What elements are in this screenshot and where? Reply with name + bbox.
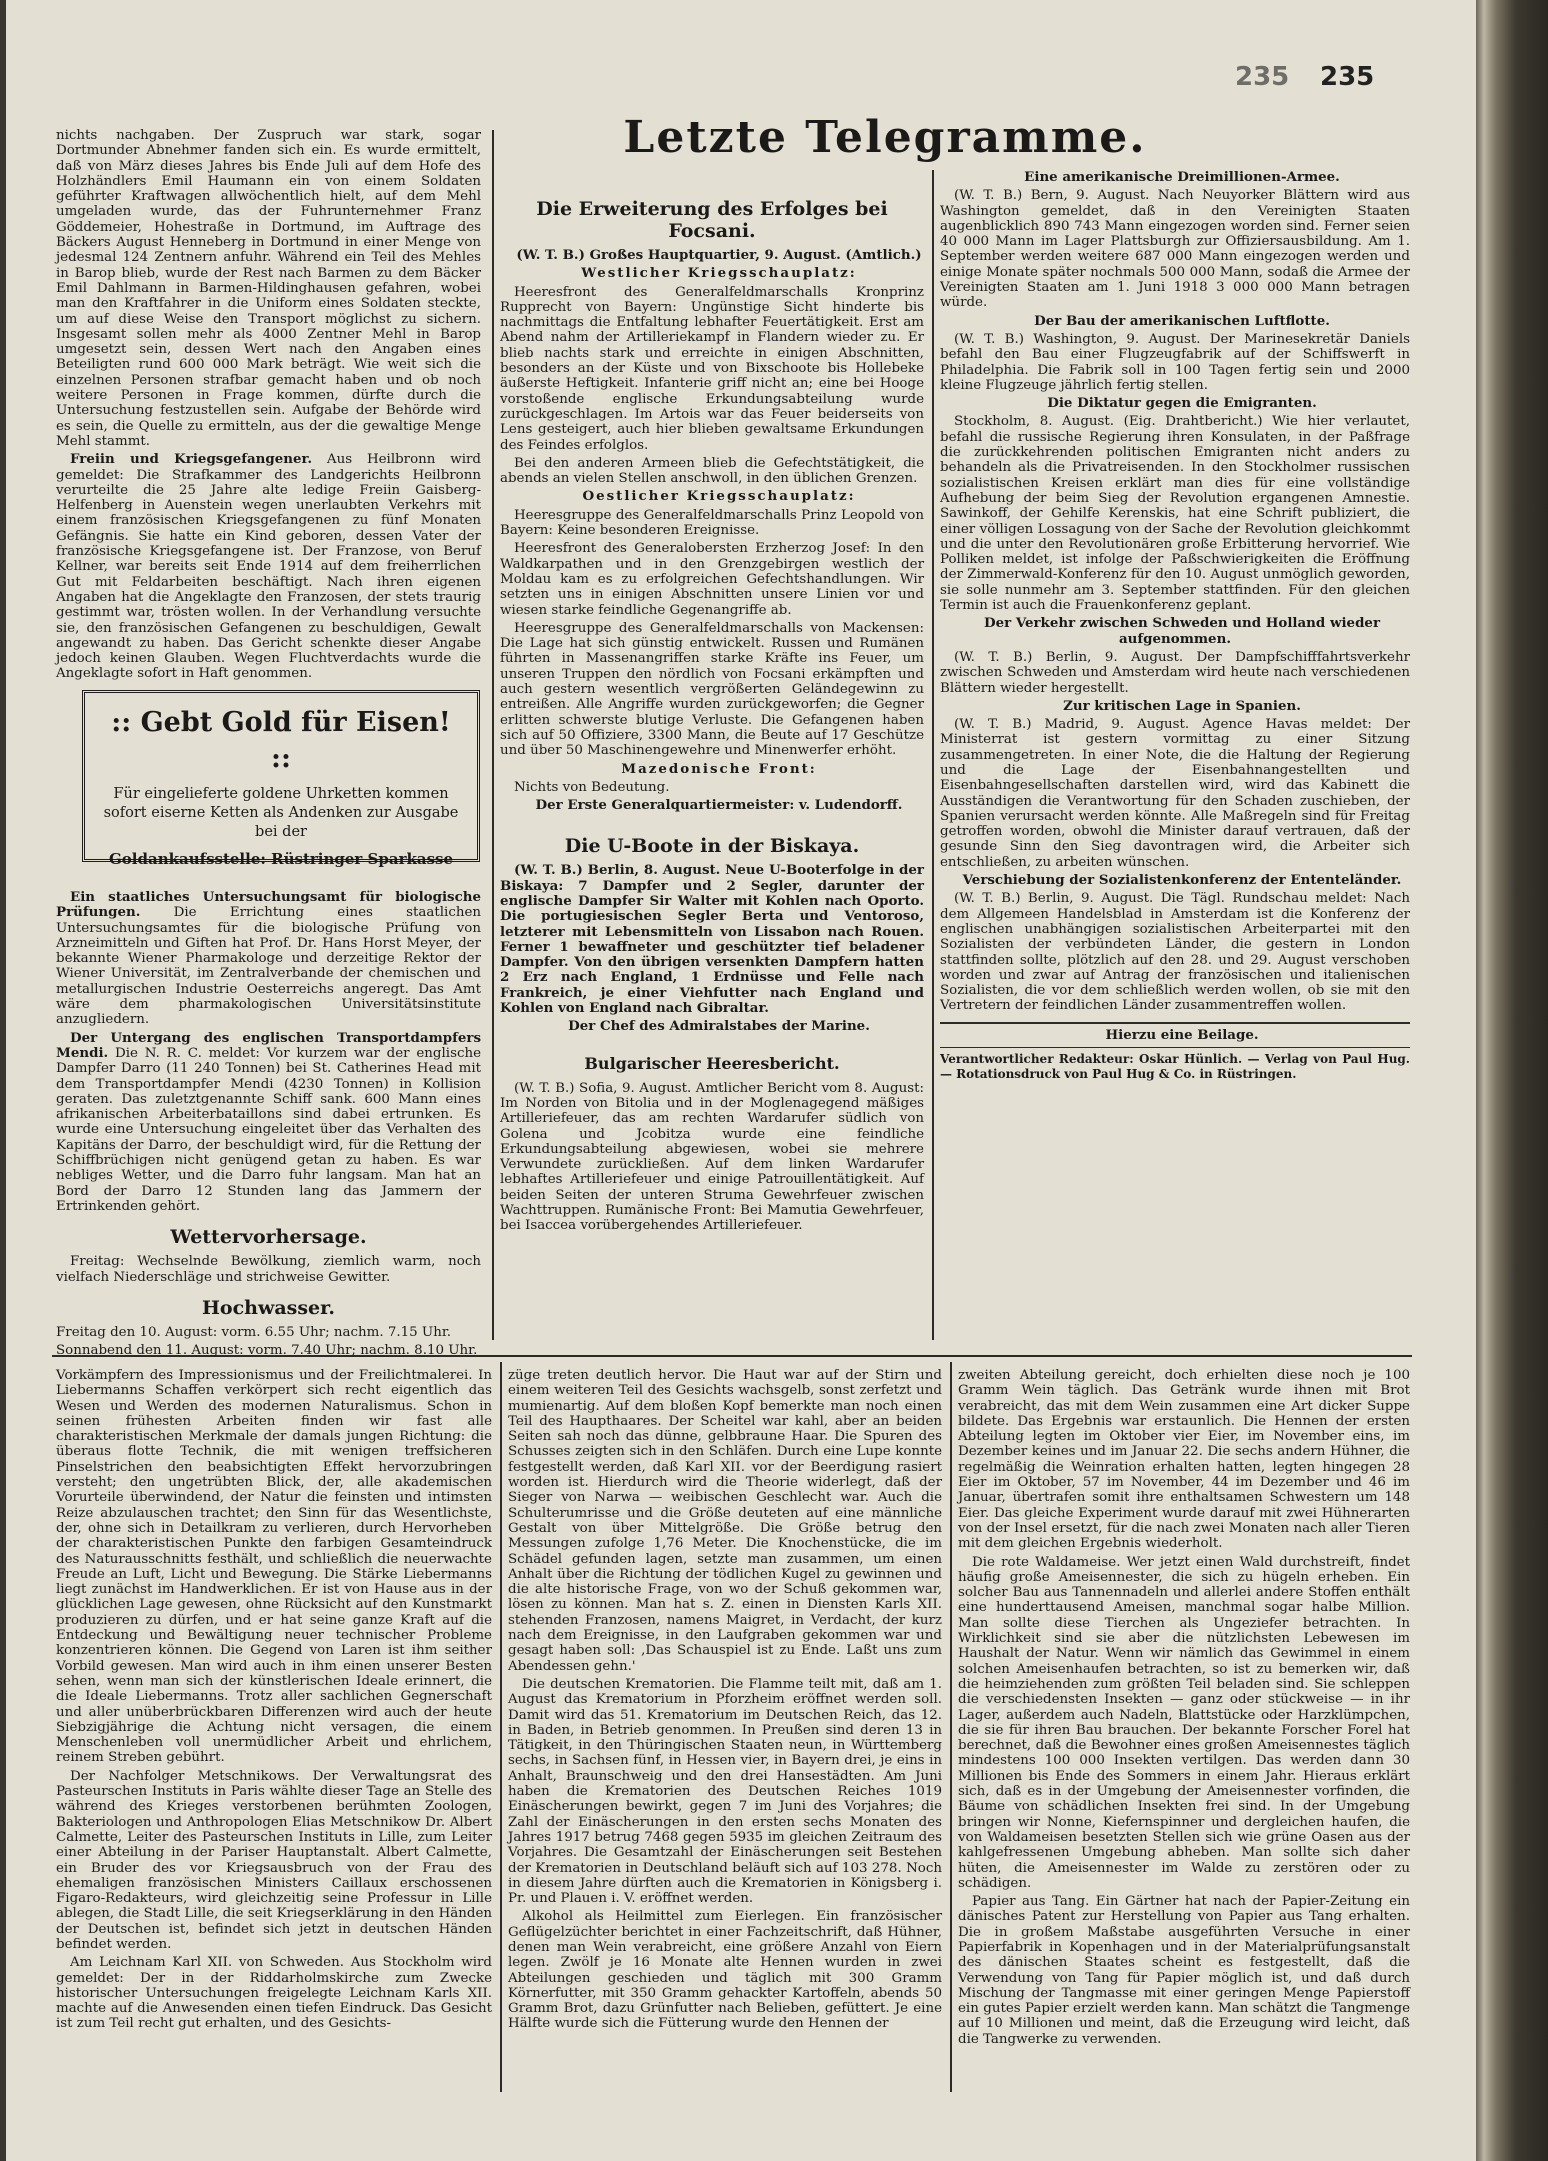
section-east: Oestlicher Kriegsschauplatz: bbox=[582, 488, 856, 505]
main-title: Letzte Telegramme. bbox=[623, 112, 1147, 163]
headline-airfleet: Der Bau der amerikanischen Luftflotte. bbox=[1034, 312, 1330, 329]
paragraph: Papier aus Tang. Ein Gärtner hat nach der Papier-Zeitung ein dänisches Patent zur Herstellung von Papier aus Tang erhalten. Die in großem Maßstabe ausgeführten Versuche in einer Papierfabrik in Kopenhagen und in der Materialprüfungsanstalt des dänischen Staates scheint es festgestellt, daß die Verwendung von Tang für Papier möglich ist, und daß durch Mischung der Tangmasse mit einer geringen Menge Papierstoff ein gutes Papier erzielt werden kann. Man schätzt die Tangmenge auf 10 Millionen und meint, daß die Erzeugung wird leicht, daß die Tangwerke zu verwenden. bbox=[958, 1894, 1410, 2047]
section-macedonia: Mazedonische Front: bbox=[621, 760, 817, 777]
headline-sweden-holland: Der Verkehr zwischen Schweden und Holland wieder aufgenommen. bbox=[983, 615, 1381, 647]
signature-ludendorff: Der Erste Generalquartiermeister: v. Ludendorff. bbox=[535, 797, 903, 814]
article-text: Die N. R. C. meldet: Vor kurzem war der englische Dampfer Darro (11 240 Tonnen) bei St. Catherines Head mit dem Transportdampfer Mendi (4230 Tonnen) in Kollision geraten. Das zuletztgenannte Schiff sank. 600 Mann eines afrikanischen Arbeiterbataillons sind dabei ertrunken. Es wurde eine Untersuchung eingeleitet über das Verhalten des Kapitäns der Darro, der beschuldigt wird, für die Rettung der Schiffbrüchigen nicht genügend getan zu haben. Es war nebliges Wetter, und die Darro fuhr langsam. Man hat an Bord der Darro 12 Stunden lang das Jammern der Ertrinkenden gehört. bbox=[56, 1045, 481, 1214]
left-column-top bbox=[56, 128, 481, 682]
headline-emigrants: Die Diktatur gegen die Emigranten. bbox=[1047, 395, 1317, 412]
left-column-mid bbox=[56, 889, 481, 1359]
feuilleton-column-1 bbox=[56, 1368, 492, 2088]
article-title: Ein staatliches Untersuchungsamt für biologische Prüfungen. bbox=[56, 889, 481, 921]
paragraph: Am Leichnam Karl XII. von Schweden. Aus Stockholm wird gemeldet: Der in der Riddarholmskirche zum Zwecke historischer Untersuchungen freigelegte Leichnam Karls XII. machte auf die Anwesenden einen tiefen Eindruck. Das Gesicht ist zum Teil recht gut erhalten, und des Gesichts- bbox=[56, 1955, 492, 2032]
headline-army: Eine amerikanische Dreimillionen-Armee. bbox=[1024, 169, 1340, 185]
center-column bbox=[500, 186, 924, 1346]
feuilleton-column-2 bbox=[508, 1368, 942, 2088]
ad-box bbox=[82, 690, 480, 868]
paragraph: zweiten Abteilung gereicht, doch erhielten diese noch je 100 Gramm Wein täglich. Das Getränk wurde ihnen mit Brot verabreicht, das mit dem Wein zusammen eine Art dicker Suppe bildete. Das Ergebnis war erstaunlich. Die Hennen der ersten Abteilung legten im Oktober vier Eier, im November eins, im Dezember keines und im Januar 22. Die sechs andern Hühner, die regelmäßig die Weinration erhalten hatten, legten hingegen 28 Eier im Oktober, 57 im November, 44 im Dezember und 46 im Januar, übertrafen somit ihre enthaltsamen Schwestern um 148 Eier. Das gleiche Experiment wurde darauf mit zwei Hühnerarten von der Insel ersetzt, für die nach zwei Monaten nach aller Tieren mit dem gleichen Ergebnis wiederholt. bbox=[958, 1368, 1410, 1552]
headline-u-boote: Die U-Boote in der Biskaya. bbox=[564, 835, 860, 858]
socialists-text: (W. T. B.) Berlin, 9. August. Die Tägl. Rundschau meldet: Nach dem Allgemeen Handelsblad in Amsterdam ist die Konferenz der englischen unabhängigen sozialistischen Arbeiterpartei mit den Sozialisten der verbündeten Länder, die gestern in London stattfinden sollte, plötzlich auf den 28. und 29. August verschoben worden und zwar auf Antrag der französischen und italienischen Sozialisten, die vor dem schließlich werden wollen, ob sie mit den Vertretern der feindlichen Länder zusammentreffen wollen. bbox=[940, 891, 1410, 1014]
column-rule-1 bbox=[492, 130, 494, 1340]
emigrants-text: Stockholm, 8. August. (Eig. Drahtbericht.) Wie hier verlautet, befahl die russische Regierung ihren Konsulaten, in der Paßfrage die zurückkehrenden politischen Emigranten nicht anders zu behandeln als die Privatreisenden. In den Stockholmer russischen sozialistischen Kreisen erklärt man dies für eine vollständige Aufhebung der beim Sieg der Revolution ergangenen Amnestie. Sawinkoff, der Gehilfe Kerenskis, hat eine Schrift publiziert, die einer völligen Lossagung von der Sache der Revolution gleichkommt und die unter den Revolutionären große Erbitterung hervorrief. Wie Polliken meldet, ist infolge der Paßschwierigkeiten die Eröffnung der Zimmerwald-Konferenz für den 10. August unmöglich geworden, sie solle nunmehr am 3. September stattfinden. Für den gleichen Termin ist auch die Frauenkonferenz geplant. bbox=[940, 414, 1410, 614]
headline-spain: Zur kritischen Lage in Spanien. bbox=[1063, 697, 1301, 714]
paragraph: Der Nachfolger Metschnikows. Der Verwaltungsrat des Pasteurschen Instituts in Paris wählte dieser Tage an Stelle des während des Krieges verstorbenen berühmten Zoologen, Bakteriologen und Anthropologen Elias Metschnikow Dr. Albert Calmette, Leiter des Pasteurschen Instituts in Lille, zum Leiter einer Abteilung in der Pariser Hauptanstalt. Albert Calmette, ein Bruder des vor Kriegsausbruch von der Frau des ehemaligen französischen Ministers Caillaux erschossenen Figaro-Redakteurs, wird gleichzeitig seine Professur in Lille ablegen, die Stadt Lille, die seit Kriegserklärung in den Händen der Deutschen ist, befindet sich jetzt in deutschen Händen befindet werden. bbox=[56, 1768, 492, 1952]
u-boote-text: (W. T. B.) Berlin, 8. August. Neue U-Booterfolge in der Biskaya: 7 Dampfer und 2 Segler, darunter der englische Dampfer Sir Walter mit Kohlen nach Oporto. Die portugiesischen Segler Berta und Ventoroso, letzterer mit Lebensmitteln von Lissabon nach Rouen. Ferner 1 bewaffneter und geschützter tief beladener Dampfer. Von den übrigen versenkten Dampfern hatten 2 Erz nach England, 1 Erdnüsse und Felle nach Frankreich, je einer Viehfutter nach England und Kohlen von England nach Gibraltar. bbox=[500, 862, 924, 1017]
tide-friday: Freitag den 10. August: vorm. 6.55 Uhr; nachm. 7.15 Uhr. bbox=[56, 1324, 452, 1340]
macedonia-text: Nichts von Bedeutung. bbox=[514, 779, 670, 795]
headline-socialists: Verschiebung der Sozialistenkonferenz der Ententeländer. bbox=[962, 872, 1402, 889]
paragraph: nichts nachgaben. Der Zuspruch war stark, sogar Dortmunder Abnehmer fanden sich ein. Es wurde ermittelt, daß von März dieses Jahres bis Ende Juli auf dem Hofe des Holzhändlers Emil Haumann ein von einem Soldaten geführter Kraftwagen allwöchentlich hielt, auf dem Mehl umgeladen wurde, das der Fuhrunternehmer Franz Göddemeier, Hohestraße in Dortmund, im Auftrage des Bäckers August Henneberg in Dortmund in einer Menge von jedesmal 124 Zentnern anfuhr. Während ein Teil des Mehles in Barop blieb, wurde der Rest nach Barmen zu dem Bäcker Emil Dahlmann in Barmen-Hildinghausen gefahren, wobei man den Kraftfahrer in die Uniform eines Soldaten steckte, um auf diese Weise den Transport möglichst zu sichern. Insgesamt sollen mehr als 4000 Zentner Mehl in Barop umgesetzt sein, dessen Wert nach den Angaben eines Beteiligten rund 600 000 Mark beträgt. Wie weit sich die einzelnen Personen strafbar gemacht haben und ob noch weitere Personen in Frage kommen, dürfte durch die Untersuchung festzustellen sein. Aufgabe der Behörde wird es sein, die Quelle zu ermitteln, aus der die gewaltige Menge Mehl stammt. bbox=[56, 128, 481, 449]
article-text: Aus Heilbronn wird gemeldet: Die Strafkammer des Landgerichts Heilbronn verurteilte die 25 Jahre alte ledige Freiin Gaisberg-Helfenberg in Auenstein wegen unerlaubten Verkehrs mit einem französischen Kriegsgefangenen zu fünf Monaten Gefängnis. Sie hatte ein Kind geboren, dessen Vater der französische Kriegsgefangene ist. Der Franzose, von Beruf Kellner, war bereits seit Ende 1914 auf dem freiherrlichen Gut mit Feldarbeiten beschäftigt. Nach ihren eigenen Angaben hat die Angeklagte den Franzosen, der stets traurig gestimmt war, trösten wollen. In der Verhandlung versuchte sie, den französischen Gefangenen zu beschuldigen, Gewalt angewandt zu haben. Das Gericht schenkte dieser Angabe jedoch keinen Glauben. Wegen Fluchtverdachts wurde die Angeklagte sofort in Haft genommen. bbox=[56, 452, 481, 682]
paragraph: Vorkämpfern des Impressionismus und der Freilichtmalerei. In Liebermanns Schaffen verkörpert sich recht eigentlich das Wesen und Werden des modernen Naturalismus. Schon in seinen frühesten Arbeiten finden wir fast alle charakteristischen Merkmale der damals jungen Richtung: die überaus flotte Technik, die mit wenigen treffsicheren Pinselstrichen den beabsichtigten Effekt hervorzubringen versteht; den ungetrübten Blick, der, alle akademischen Vorurteile überwindend, der Natur die feinsten und intimsten Reize abzulauschen trachtet; den Sinn für das Wesentlichste, der, ohne sich in Detailkram zu verlieren, durch Hervorheben der charakteristischen Punkte den farbigen Gesamteindruck des Naturausschnitts festhält, und schließlich die neuerwachte Freude an Luft, Licht und Bewegung. Die Stärke Liebermanns liegt zunächst im Handwerklichen. Er ist von Hause aus in der glücklichen Lage gewesen, ohne Rücksicht auf den Kunstmarkt produzieren zu dürfen, und er hat seine ganze Kraft auf die Entdeckung und Bewältigung neuer technischer Probleme konzentrieren können. Die Gegend von Laren ist ihm seither Vorbild gewesen. Man wird auch in ihm einen unserer Besten sehen, wenn man sich der künstlerischen Ideale erinnert, die die Ideale Liebermanns. Trotz aller sachlichen Gegnerschaft und aller unüberbrückbaren Differenzen wird auch der heute Siebzigjährige die Achtung nicht versagen, die einem Menschenleben voll unermüdlicher Arbeit und ehrlichem, reinem Streben gebührt. bbox=[56, 1368, 492, 1766]
right-column bbox=[940, 170, 1410, 1345]
tide-saturday: Sonnabend den 11. August: vorm. 7.40 Uhr; nachm. 8.10 Uhr. bbox=[56, 1343, 478, 1359]
paragraph: Alkohol als Heilmittel zum Eierlegen. Ein französischer Geflügelzüchter berichtet in einer Fachzeitschrift, daß Hühner, denen man Wein verabreicht, eine größere Anzahl von Eiern legen. Zwölf je 16 Monate alte Hennen wurden in zwei Abteilungen geschieden und täglich mit 300 Gramm Körnerfutter, mit 350 Gramm gehackter Kartoffeln, abends 50 Gramm Brot, dazu Grünfutter nach Belieben, gefüttert. Je eine Hälfte wurde sich die Fütterung wurde den Hennen der bbox=[508, 1909, 942, 2032]
bulgarian-text: (W. T. B.) Sofia, 9. August. Amtlicher Bericht vom 8. August: Im Norden von Bitolia und in der Moglenagegend mäßiges Artilleriefeuer, das am rechten Wardarufer südlich von Golena und Jcobitza wurde eine feindliche Erkundungsabteilung abgewiesen, wobei sie mehrere Verwundete zurückließen. Auf dem linken Wardarufer lebhaftes Artilleriefeuer und einige Patrouillentätigkeit. Auf beiden Seiten der unteren Struma Gewehrfeuer zwischen Wachttruppen. Rumänische Front: Bei Mamutia Gewehrfeuer, bei Isaccea vorübergehendes Artilleriefeuer. bbox=[500, 1080, 924, 1234]
ad-text: Für eingelieferte goldene Uhrketten kommen sofort eiserne Ketten als Andenken zur Ausgabe bei der bbox=[103, 786, 459, 840]
east-text-1: Heeresgruppe des Generalfeldmarschalls Prinz Leopold von Bayern: Keine besonderen Ereignisse. bbox=[500, 507, 924, 539]
ad-sparkasse: Goldankaufsstelle: Rüstringer Sparkasse bbox=[108, 850, 454, 868]
feuilleton-rule-2 bbox=[950, 1362, 952, 2092]
west-text-2: Bei den anderen Armeen blieb die Gefechtstätigkeit, die abends an vielen Stellen anschwoll, in den üblichen Grenzen. bbox=[500, 455, 924, 487]
east-text-2: Heeresfront des Generalobersten Erzherzog Josef: In den Waldkarpathen und in den Grenzgebirgen westlich der Moldau kam es zu erfolgreichen Gefechtshandlungen. Wir setzten uns in einigen Abschnitten unsere Linien vor und wiesen starke feindliche Gegenangriffe ab. bbox=[500, 541, 924, 618]
paragraph: Die rote Waldameise. Wer jetzt einen Wald durchstreift, findet häufig große Ameisennester, die sich zu hügeln erheben. Ein solcher Bau aus Tannennadeln und allerlei andere Stoffen enthält eine hunderttausend Ameisen, manchmal sogar halbe Million. Man sollte diese Tierchen als Ungeziefer betrachten. In Wirklichkeit sind sie aber die nützlichsten Lebewesen im Haushalt der Natur. Wenn wir nämlich das Gewimmel in einem solchen Ameisenhaufen betrachten, so ist zu bemerken wir, daß die heimziehenden zum größten Teil beladen sind. Sie schleppen die verschiedensten Insekten — ganz oder stückweise — in ihr Lager, außerdem auch Nadeln, Blattstücke oder Harzklümpchen, die sie für ihren Bau brauchen. Der bekannte Forscher Forel hat berechnet, daß die Bewohner eines großen Ameisennestes täglich mindestens 100 000 Insekten vertilgen. Das werden dann 30 Millionen bis Ende des Sommers in einem Jahr. Hieraus erklärt sich, daß es in der Umgebung der Ameisennester vorfinden, die Bäume von schädlichen Insekten frei sind. In der Umgebung bringen wir Nonne, Kiefernspinner und dergleichen haufen, die von Waldameisen besetzten Stellen sich wie grüne Oasen aus der kahlgefressenen Umgebung abheben. Man sollte sich daher hüten, die Ameisennester im Walde zu zerstören oder zu schädigen. bbox=[958, 1554, 1410, 1891]
column-rule-2 bbox=[932, 170, 934, 1340]
weather-heading: Wettervorhersage. bbox=[170, 1226, 367, 1249]
paragraph: Die deutschen Krematorien. Die Flamme teilt mit, daß am 1. August das Krematorium in Pforzheim eröffnet werden soll. Damit wird das 51. Krematorium im Deutschen Reich, das 12. in Baden, in Betrieb genommen. In Preußen sind deren 13 in Tätigkeit, in den Thüringischen Staaten neun, in Württemberg sechs, in Sachsen fünf, in Hessen vier, in Bayern drei, je eins in Anhalt, Braunschweig und den drei Hansestädten. Am Juni haben die Krematorien des Deutschen Reiches 1019 Einäscherungen bewirkt, gegen 7 im Juni des Vorjahres; die Zahl der Einäscherungen in den ersten sechs Monaten des Jahres 1917 betrug 7468 gegen 5935 im gleichen Zeitraum des Vorjahres. Die Gesamtzahl der Einäscherungen seit Bestehen der Krematorien in Deutschland beläuft sich auf 103 278. Noch in diesem Jahre dürften auch die Krematorien in Königsberg i. Pr. und Plauen i. V. eröffnet werden. bbox=[508, 1676, 942, 1907]
east-text-3: Heeresgruppe des Generalfeldmarschalls von Mackensen: Die Lage hat sich günstig entwickelt. Russen und Rumänen führten in Massenangriffen starke Kräfte ins Feuer, um unseren Truppen den nördlich von Focsani erkämpften und auch gestern wesentlich vergrößerten Geländegewinn zu entreißen. Alle Angriffe wurden zurückgeworfen; die Gegner erlitten schwerste blutige Verluste. Die Gefangenen haben sich auf 50 Offiziere, 3300 Mann, die Beute auf 17 Geschütze und über 50 Maschinengewehre und Minenwerfer erhöht. bbox=[500, 620, 924, 759]
airfleet-text: (W. T. B.) Washington, 9. August. Der Marinesekretär Daniels befahl den Bau einer Flugzeugfabrik auf der Schiffswerft in Philadelphia. Die Fabrik soll in 100 Tagen fertig sein und 2000 kleine Flugzeuge jährlich fertig stellen. bbox=[940, 331, 1410, 393]
paragraph: züge treten deutlich hervor. Die Haut war auf der Stirn und einem weiteren Teil des Gesichts wachsgelb, sonst zerfetzt und mumienartig. Auf dem bloßen Kopf bemerkte man noch einen Teil des Haupthaares. Der Scheitel war kahl, aber an beiden Seiten sah noch das dünne, gelbbraune Haar. Die Spuren des Schusses zeigten sich in den Schläfen. Durch eine Lupe konnte festgestellt werden, daß Karl XII. vor der Beerdigung rasiert worden ist. Hierdurch wird die Theorie widerlegt, daß der Sieger von Narwa — weibischen Geschlecht war. Auch die Schulterumrisse und die Größe deuteten auf eine männliche Gestalt von über Mittelgröße. Die Größe betrug den Messungen zufolge 1,76 Meter. Die Knochenstücke, die im Schädel gefunden lagen, setzte man zusammen, um einen Anhalt über die Richtung der tödlichen Kugel zu gewinnen und die alte historische Frage, von wo der Schuß gekommen war, lösen zu können. Man hat s. Z. einen in Diensten Karls XII. stehenden Franzosen, namens Maigret, in Verdacht, der kurz nach dem Ereignisse, in den Laufgraben gekommen war und gesagt haben soll: ,Das Schauspiel ist zu Ende. Laßt uns zum Abendessen gehn.' bbox=[508, 1368, 942, 1674]
supplement-note: Hierzu eine Beilage. bbox=[1105, 1026, 1259, 1043]
feuilleton-column-3 bbox=[958, 1368, 1410, 2088]
article-title: Freiin und Kriegsgefangener. bbox=[70, 451, 313, 468]
ad-title: :: Gebt Gold für Eisen! :: bbox=[111, 707, 451, 774]
page-number: 235 bbox=[1320, 62, 1375, 92]
sweden-holland-text: (W. T. B.) Berlin, 9. August. Der Dampfschifffahrtsverkehr zwischen Schweden und Amsterdam wird heute nach verschiedenen Blättern wieder hergestellt. bbox=[940, 649, 1410, 696]
signature-admiralstab: Der Chef des Admiralstabes der Marine. bbox=[568, 1018, 870, 1035]
headline-bulgarian: Bulgarischer Heeresbericht. bbox=[584, 1053, 840, 1073]
dateline: (W. T. B.) Großes Hauptquartier, 9. August. (Amtlich.) bbox=[516, 247, 922, 263]
west-text: Heeresfront des Generalfeldmarschalls Kronprinz Rupprecht von Bayern: Ungünstige Sicht hinderte bis nachmittags die Entfaltung lebhafter Feuertätigkeit. Erst am Abend nahm der Artilleriekampf in Flandern wieder zu. Er blieb nachts stark und erreichte in einigen Abschnitten, besonders an der Küste und von Bixschoote bis Hollebeke äußerste Heftigkeit. Infanterie griff nicht an; eine bei Hooge vorstoßende englische Erkundungsabteilung wurde zurückgeschlagen. Im Artois war das Feuer beiderseits von Lens gesteigert, auch hier blieben gewaltsame Erkundungen des Feindes erfolglos. bbox=[500, 284, 924, 453]
binding-edge bbox=[1476, 0, 1548, 2161]
spain-text: (W. T. B.) Madrid, 9. August. Agence Havas meldet: Der Ministerrat ist gestern vormittag zu einer Sitzung zusammengetreten. In einer Note, die die Haltung der Regierung und die Lage der Eisenbahnangestellten und Eisenbahngesellschaften darstellen wird, wird das Kabinett die Ausständigen die Verantwortung für den Schaden zuschieben, der Spanien verursacht werden könnte. Alle Maßregeln sind für Freitag getroffen worden, obwohl die Minister darauf vertrauen, daß der gesunde Sinn den Sieg davontragen wird, die Arbeiter sich entschließen, zu arbeiten wünschen. bbox=[940, 717, 1410, 870]
tide-heading: Hochwasser. bbox=[201, 1296, 336, 1319]
article-text: Die Errichtung eines staatlichen Untersuchungsamtes für die biologische Prüfung von Arzneimitteln und Giften hat Prof. Dr. Hans Horst Meyer, der bekannte Wiener Pharmakologe und derzeitige Rektor der Wiener Universität, im Zentralverbande der chemischen und metallurgischen Industrie Oesterreichs angeregt. Das Amt wäre dem pharmakologischen Universitätsinstitute anzugliedern. bbox=[56, 905, 481, 1028]
article-title: Der Untergang des englischen Transportdampfers Mendi. bbox=[56, 1029, 481, 1061]
section-west: Westlicher Kriegsschauplatz: bbox=[581, 265, 857, 282]
feuilleton-rule-1 bbox=[500, 1362, 502, 2092]
page-number-faded: 235 bbox=[1235, 62, 1290, 92]
army-text: (W. T. B.) Bern, 9. August. Nach Neuyorker Blättern wird aus Washington gemeldet, daß in den Vereinigten Staaten augenblicklich 890 743 Mann eingezogen worden sind. Ferner seien 40 000 Mann im Lager Plattsburgh zur Offiziersausbildung. Am 1. September werden weitere 687 000 Mann eingezogen werden und einige Monate später nochmals 500 000 Mann, sodaß die Armee der Vereinigten Staaten am 1. Juni 1918 3 000 000 Mann betragen würde. bbox=[940, 188, 1410, 311]
weather-text: Freitag: Wechselnde Bewölkung, ziemlich warm, noch vielfach Niederschläge und strichweise Gewitter. bbox=[56, 1254, 481, 1285]
headline-focsani: Die Erweiterung des Erfolges bei Focsani. bbox=[536, 198, 888, 242]
imprint: Verantwortlicher Redakteur: Oskar Hünlich. — Verlag von Paul Hug. — Rotationsdruck von Paul Hug & Co. in Rüstringen. bbox=[940, 1052, 1410, 1082]
